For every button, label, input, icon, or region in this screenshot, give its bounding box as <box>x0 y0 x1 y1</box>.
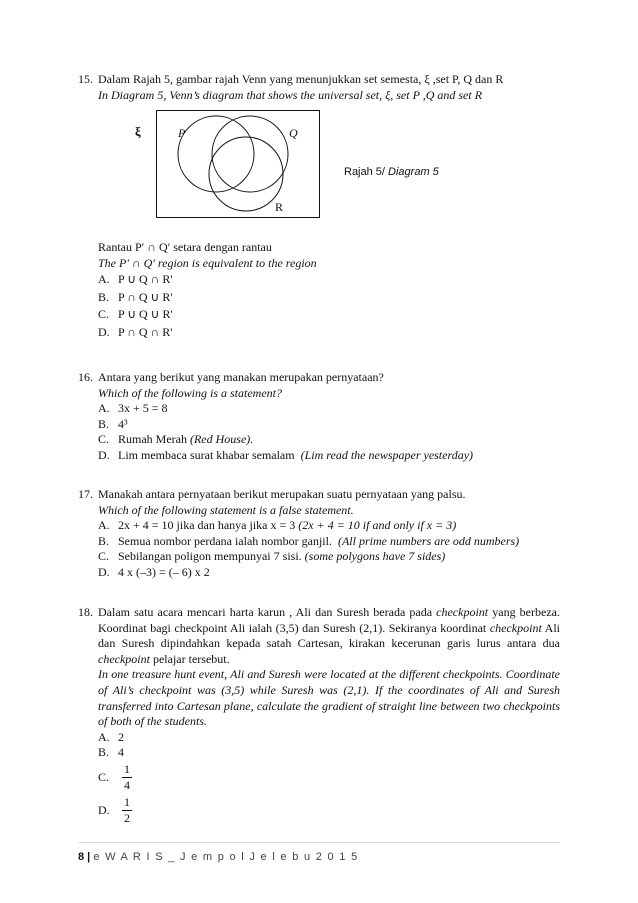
option-c[interactable]: C. Rumah Merah (Red House). <box>98 432 254 447</box>
option-a[interactable]: A. 2x + 4 = 10 jika dan hanya jika x = 3 (2x + 4 = 10 if and only if x = 3) <box>98 518 457 533</box>
set-r-label: R <box>275 200 284 214</box>
option-b[interactable]: B. Semua nombor perdana ialah nombor ganjil. (All prime numbers are odd numbers) <box>98 533 520 548</box>
fraction: $\frac{1}{4}$ <box>124 761 130 792</box>
question-18 <box>78 605 560 825</box>
option-d[interactable]: D. $\frac{1}{2}$ <box>98 794 130 825</box>
option-b[interactable]: B. P ∩ Q ∪ R' <box>98 289 173 304</box>
footer-divider <box>78 842 560 843</box>
option-a[interactable]: A. 3x + 5 = 8 <box>98 401 168 416</box>
page-footer: 8 | e W A R I S _ J e m p o l J e l e b u 2 0 1 5 <box>78 851 359 863</box>
question-text-english: In Diagram 5, Venn’s diagram that shows the universal set, ξ, set P ,Q and set R <box>98 87 483 102</box>
stem-malay: Rantau P′ ∩ Q′ setara dengan rantau <box>98 240 272 254</box>
set-p-circle <box>178 116 254 192</box>
question-text-malay: Manakah antara pernyataan berikut merupakan suatu pernyataan yang palsu. <box>98 487 466 501</box>
question-15-stem <box>98 240 558 341</box>
set-r-circle <box>209 137 283 211</box>
question-text-english: Which of the following is a statement? <box>98 385 282 400</box>
diagram-caption: Rajah 5/ Diagram 5 <box>344 166 439 178</box>
set-q-label: Q <box>289 126 298 140</box>
question-number: 18. <box>78 605 93 619</box>
question-text-malay: Dalam satu acara mencari harta karun , Ali dan Suresh berada pada checkpoint yang berbeza. Koordinat bagi checkpoint Ali ialah (3,5) dan Suresh (2,1). Sekiranya koordinat checkpoint Ali dan Suresh dipindahkan kepada satah Cartesan, kirakan kecerunan garis lurus antara dua checkpoint pelajar tersebut. <box>98 605 561 666</box>
option-a[interactable]: A. 2 <box>98 729 124 744</box>
question-number: 17. <box>78 487 93 501</box>
option-c[interactable]: C. Sebilangan poligon mempunyai 7 sisi. (some polygons have 7 sides) <box>98 549 446 564</box>
question-15 <box>78 72 560 103</box>
set-p-label: P <box>178 126 186 140</box>
question-16 <box>78 370 560 464</box>
option-a[interactable]: A. P ∪ Q ∩ R' <box>98 272 173 287</box>
question-text-english: Which of the following statement is a false statement. <box>98 502 354 517</box>
question-text-malay: Dalam Rajah 5, gambar rajah Venn yang menunjukkan set semesta, ξ ,set P, Q dan R <box>98 72 504 86</box>
option-d[interactable]: D. Lim membaca surat khabar semalam (Lim read the newspaper yesterday) <box>98 447 474 462</box>
option-b[interactable]: B. 4³ <box>98 416 128 431</box>
question-text-english: In one treasure hunt event, Ali and Suresh were located at the different checkpoints. Coordinate of Ali’s checkpoint was (3,5) while Suresh was (2,1). If the coordinates of Ali and Suresh transferred into Cartesan plane, calculate the gradient of straight line between two checkpoints of both of the students. <box>98 667 560 729</box>
question-17 <box>78 487 560 581</box>
page-number: 8 <box>78 851 85 863</box>
universal-set-symbol: ξ <box>135 124 141 139</box>
fraction: $\frac{1}{2}$ <box>124 794 130 825</box>
option-c[interactable]: C. $\frac{1}{4}$ <box>98 761 130 792</box>
option-c[interactable]: C. P ∪ Q ∪ R' <box>98 307 173 322</box>
footer-text: e W A R I S _ J e m p o l J e l e b u 2 0 1 5 <box>93 851 359 863</box>
question-text-malay: Antara yang berikut yang manakan merupakan pernyataan? <box>98 370 384 384</box>
question-number: 16. <box>78 370 93 384</box>
stem-english: The P′ ∩ Q′ region is equivalent to the region <box>98 255 317 270</box>
question-number: 15. <box>78 72 93 86</box>
option-d[interactable]: D. P ∩ Q ∩ R' <box>98 324 173 339</box>
option-d[interactable]: D. 4 x (–3) = (– 6) x 2 <box>98 564 210 579</box>
option-b[interactable]: B. 4 <box>98 745 124 760</box>
